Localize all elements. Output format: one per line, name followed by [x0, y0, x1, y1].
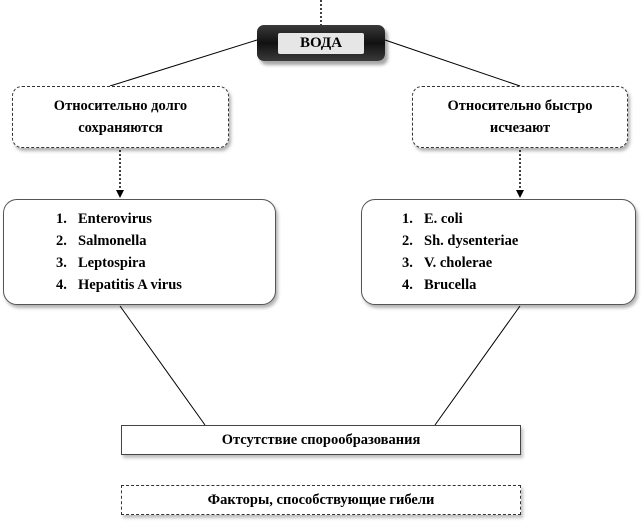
list-item: 4. Hepatitis A virus	[56, 277, 182, 293]
right-heading-line-2: исчезают	[489, 120, 551, 136]
absent-sporulation-label: Отсутствие спорообразования	[221, 431, 421, 448]
right-heading-line-1: Относительно быстро	[447, 98, 593, 114]
left-list-to-absent-line	[120, 306, 205, 425]
right-arrowhead	[516, 190, 524, 198]
list-item: 2. Salmonella	[56, 233, 147, 249]
list-item: 1. Enterovirus	[56, 211, 152, 227]
root-label: ВОДА	[278, 33, 364, 54]
root-node-water	[257, 25, 385, 61]
list-item: 1. E. coli	[402, 211, 463, 227]
absent-sporulation-box	[121, 425, 521, 455]
left-heading-box	[12, 86, 229, 148]
right-organism-list	[362, 200, 635, 296]
left-list-box	[3, 199, 276, 305]
list-item: 2. Sh. dysenteriae	[402, 233, 519, 249]
left-heading-line-1: Относительно долго	[53, 98, 188, 114]
list-item: 3. V. cholerae	[402, 255, 493, 271]
left-organism-list	[4, 200, 275, 296]
left-heading-line-2: сохраняются	[78, 120, 163, 136]
list-item: 4. Brucella	[402, 277, 477, 293]
root-to-left-line	[110, 40, 257, 86]
right-heading-box	[412, 86, 628, 148]
right-list-box	[361, 199, 636, 305]
root-to-right-line	[385, 40, 520, 86]
death-factors-box	[121, 485, 521, 515]
list-item: 3. Leptospira	[56, 255, 146, 271]
left-arrowhead	[116, 190, 124, 198]
right-list-to-absent-line	[435, 306, 520, 425]
death-factors-label: Факторы, способствующие гибели	[207, 491, 435, 508]
